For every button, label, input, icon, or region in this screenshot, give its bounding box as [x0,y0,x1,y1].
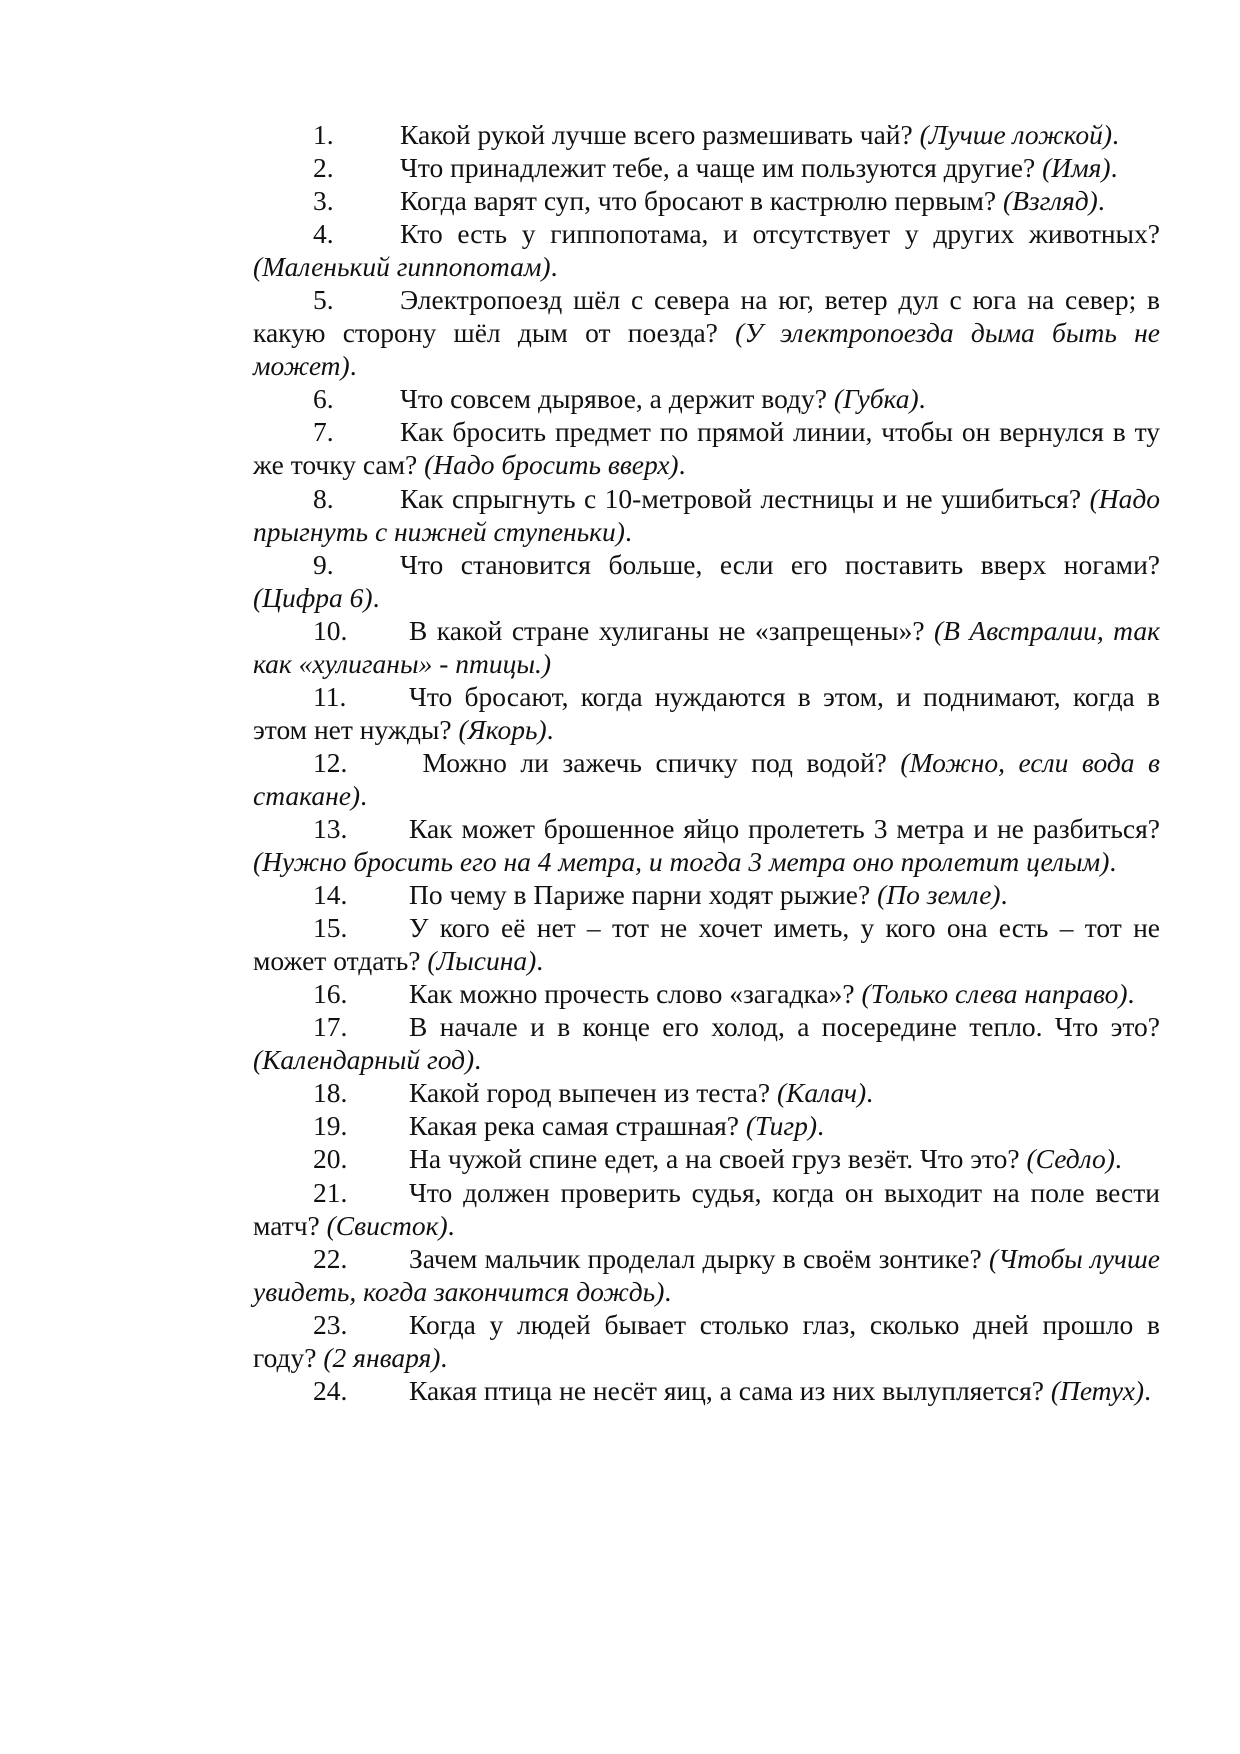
riddle-number: 18. [313,1077,348,1109]
riddle-item [253,1374,1160,1407]
riddle-answer: (Надо бросить вверх) [424,449,679,481]
riddle-item [253,680,1160,746]
riddle-end-punctuation: . [678,449,686,481]
riddle-question: Что бросают, когда нуждаются в этом, и поднимают, когда в этом нет нужды? [253,680,1160,745]
riddle-end-punctuation: . [349,350,357,382]
riddle-end-punctuation: . [866,1077,873,1109]
riddle-question: Как можно прочесть слово «загадка»? [409,978,855,1010]
riddle-answer: (Седло) [1026,1143,1115,1175]
riddle-number: 13. [313,812,348,844]
riddle-end-punctuation: . [817,1110,824,1142]
riddle-end-punctuation: . [1000,879,1008,911]
riddle-answer: (Свисток) [326,1209,448,1241]
riddle-item [253,1176,1160,1242]
riddle-number: 9. [313,548,334,580]
riddle-question: Что принадлежит тебе, а чаще им пользуются другие? [400,152,1036,184]
riddle-item [253,118,1160,151]
riddle-question: Как бросить предмет по прямой линии, чтобы он вернулся в ту же точку сам? [253,416,1160,481]
riddle-answer: (Календарный год) [253,1044,475,1076]
riddle-question: Какая птица не несёт яиц, а сама из них вылупляется? [409,1374,1044,1406]
riddle-item [253,1109,1160,1142]
riddle-question: Электропоезд шёл с севера на юг, ветер дул с юга на север; в какую сторону шёл дым от поезда? [253,284,1160,349]
riddle-answer: (Чтобы лучше увидеть, когда закончится дождь) [253,1242,1160,1307]
riddle-number: 15. [313,912,348,944]
riddle-answer: (Калач) [776,1077,867,1109]
riddle-item [253,283,1160,382]
riddle-end-punctuation: . [360,779,367,811]
riddle-question: У кого её нет – тот не хочет иметь, у кого она есть – тот не может отдать? [253,912,1160,977]
riddle-answer: (2 января) [323,1341,441,1373]
riddle-question: В начале и в конце его холод, а посередине тепло. Что это? [409,1011,1160,1043]
riddle-answer: (По земле) [877,879,1001,911]
riddle-number: 14. [313,879,348,911]
riddle-end-punctuation: . [1112,119,1119,150]
riddle-question: Что должен проверить судья, когда он выходит на поле вести матч? [253,1176,1160,1241]
riddles-list [253,118,1160,1407]
riddle-number: 5. [313,284,334,316]
riddle-number: 22. [313,1242,348,1274]
riddle-item [253,1242,1160,1308]
riddle-answer: (Тигр) [745,1110,818,1142]
riddle-number: 21. [313,1176,348,1208]
riddle-question: На чужой спине едет, а на своей груз везёт. Что это? [409,1143,1020,1175]
riddle-number: 3. [313,185,334,217]
riddle-question: Что совсем дырявое, а держит воду? [400,383,828,415]
riddle-item [253,1142,1160,1175]
riddle-end-punctuation: . [1144,1374,1151,1406]
riddle-answer: (Маленький гиппопотам) [253,251,551,283]
riddle-number: 6. [313,383,334,415]
riddle-question: По чему в Париже парни ходят рыжие? [409,879,871,911]
riddle-number: 7. [313,416,334,448]
riddle-item [253,614,1160,680]
riddle-number: 23. [313,1308,348,1340]
riddle-item [253,911,1160,977]
riddle-answer: (В Австралии, так как «хулиганы» - птицы.) [253,614,1160,679]
riddle-number: 8. [313,482,334,514]
riddle-end-punctuation: . [550,251,558,283]
riddle-answer: (Только слева направо) [861,978,1128,1010]
riddle-answer: (Взгляд) [1002,185,1098,217]
riddle-question: Когда у людей бывает столько глаз, сколько дней прошло в году? [253,1308,1160,1373]
riddle-question: Какая река самая страшная? [409,1110,739,1142]
riddle-end-punctuation: . [1127,978,1135,1010]
riddle-item [253,184,1160,217]
riddle-end-punctuation: . [1109,846,1117,878]
riddle-question: Зачем мальчик проделал дырку в своём зонтике? [409,1242,982,1274]
riddle-number: 12. [313,746,348,778]
riddle-answer: (Губка) [833,383,919,415]
riddle-end-punctuation: . [474,1044,482,1076]
riddle-question: Можно ли зажечь спичку под водой? [409,746,887,778]
riddle-number: 4. [313,218,334,250]
riddle-number: 11. [313,680,347,712]
riddle-end-punctuation: . [1097,185,1105,217]
riddle-item [253,746,1160,812]
riddle-question: Кто есть у гиппопотама, и отсутствует у других животных? [400,218,1160,250]
riddle-number: 1. [313,119,334,150]
riddle-answer: (Якорь) [458,713,547,745]
riddle-item [253,151,1160,184]
riddle-item [253,382,1160,415]
riddle-end-punctuation: . [664,1275,672,1307]
riddle-answer: (Цифра 6) [253,581,373,613]
riddle-question: Когда варят суп, что бросают в кастрюлю первым? [400,185,997,217]
riddle-item [253,878,1160,911]
riddle-end-punctuation: . [447,1209,455,1241]
riddle-number: 17. [313,1011,348,1043]
riddle-end-punctuation: . [918,383,926,415]
riddle-item [253,1076,1160,1109]
riddle-question: Какой рукой лучше всего размешивать чай? [400,119,913,150]
riddle-end-punctuation: . [546,713,554,745]
riddle-question: Как может брошенное яйцо пролететь 3 метра и не разбиться? [409,812,1160,844]
riddle-item [253,812,1160,878]
riddle-end-punctuation: . [372,581,380,613]
riddle-number: 10. [313,614,348,646]
riddle-question: Какой город выпечен из теста? [409,1077,771,1109]
riddle-end-punctuation: . [536,945,544,977]
riddle-item [253,1308,1160,1374]
riddle-question: Что становится больше, если его поставить вверх ногами? [400,548,1160,580]
riddle-number: 20. [313,1143,348,1175]
riddle-item [253,977,1160,1010]
riddle-item [253,548,1160,614]
riddle-answer: (Лысина) [427,945,537,977]
riddle-number: 24. [313,1374,348,1406]
riddle-number: 16. [313,978,348,1010]
riddle-item [253,1010,1160,1076]
riddle-answer: (Надо прыгнуть с нижней ступеньки) [253,482,1161,547]
riddle-number: 19. [313,1110,348,1142]
riddle-answer: (Петух) [1050,1374,1145,1406]
riddle-number: 2. [313,152,334,184]
riddle-question: Как спрыгнуть с 10-метровой лестницы и не ушибиться? [400,482,1082,514]
riddle-answer: (У электропоезда дыма быть не может) [253,317,1160,382]
riddle-answer: (Имя) [1042,152,1111,184]
riddle-end-punctuation: . [1114,1143,1122,1175]
riddle-answer: (Нужно бросить его на 4 метра, и тогда 3 метра оно пролетит целым) [253,846,1110,878]
riddle-answer: (Можно, если вода в стакане) [253,746,1160,811]
riddle-question: В какой стране хулиганы не «запрещены»? [409,614,925,646]
riddle-end-punctuation: . [624,515,632,547]
riddle-item [253,415,1160,481]
riddle-end-punctuation: . [440,1341,448,1373]
riddle-item [253,217,1160,283]
riddle-item [253,482,1160,548]
riddle-end-punctuation: . [1110,152,1118,184]
riddle-answer: (Лучше ложкой) [919,119,1113,150]
